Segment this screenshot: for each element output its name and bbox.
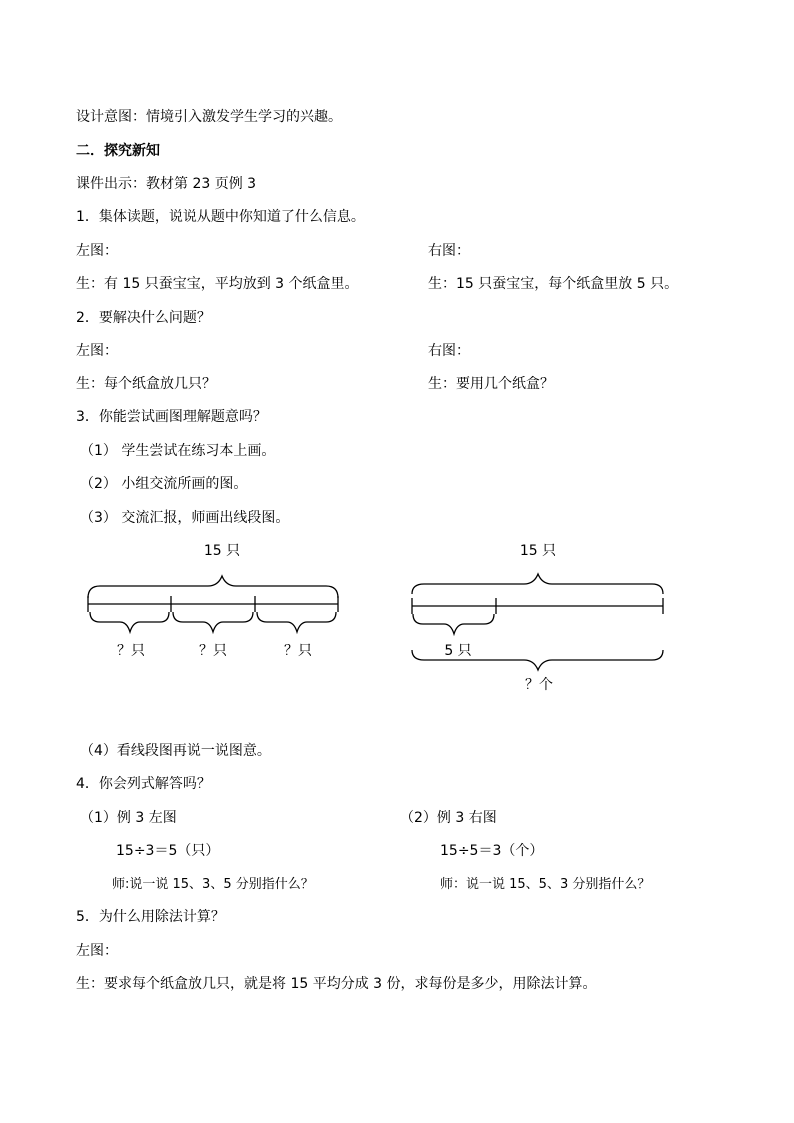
right-part-label: 5 只 bbox=[444, 643, 472, 659]
q4-right-title: （2）例 3 右图 bbox=[400, 810, 497, 826]
left-part-brace bbox=[173, 612, 253, 632]
question-3: 3．你能尝试画图理解题意吗？ bbox=[76, 409, 267, 425]
q4-right-equation: 15÷5＝3（个） bbox=[440, 843, 544, 859]
q3-step-1: （1） 学生尝试在练习本上画。 bbox=[80, 443, 276, 459]
q2-left-answer: 生：每个纸盒放几只？ bbox=[76, 376, 216, 392]
q2-left-label: 左图： bbox=[76, 343, 118, 359]
left-part-label: ？只 bbox=[117, 643, 145, 659]
q1-right-answer: 生：15 只蚕宝宝，每个纸盒里放 5 只。 bbox=[428, 276, 679, 292]
question-4: 4．你会列式解答吗？ bbox=[76, 776, 211, 792]
left-part-label: ？只 bbox=[199, 643, 227, 659]
section-title: 二．探究新知 bbox=[76, 143, 160, 159]
question-2: 2．要解决什么问题？ bbox=[76, 310, 211, 326]
left-part-brace bbox=[90, 612, 169, 632]
q1-left-label: 左图： bbox=[76, 243, 118, 259]
right-total-brace bbox=[412, 574, 663, 594]
question-5: 5．为什么用除法计算？ bbox=[76, 909, 225, 925]
right-count-label: ？个 bbox=[525, 677, 553, 693]
question-1: 1．集体读题，说说从题中你知道了什么信息。 bbox=[76, 209, 365, 225]
right-total-label: 15 只 bbox=[519, 543, 557, 559]
q1-left-answer: 生：有 15 只蚕宝宝，平均放到 3 个纸盒里。 bbox=[76, 276, 359, 292]
q5-left-label: 左图： bbox=[76, 943, 118, 959]
q1-right-label: 右图： bbox=[428, 243, 470, 259]
q3-step-2: （2） 小组交流所画的图。 bbox=[80, 476, 248, 492]
q2-right-answer: 生：要用几个纸盒？ bbox=[428, 376, 554, 392]
q3-step-3: （3） 交流汇报，师画出线段图。 bbox=[80, 510, 290, 526]
q4-left-equation: 15÷3＝5（只） bbox=[116, 843, 220, 859]
left-segment-diagram bbox=[88, 543, 338, 659]
left-part-label: ？只 bbox=[284, 643, 312, 659]
q4-right-teacher-prompt: 师：说一说 15、5、3 分别指什么？ bbox=[440, 877, 651, 892]
right-segment-diagram bbox=[412, 543, 663, 693]
q2-right-label: 右图： bbox=[428, 343, 470, 359]
right-part-brace bbox=[413, 614, 494, 634]
left-part-brace bbox=[257, 612, 336, 632]
q4-left-teacher-prompt: 师:说一说 15、3、5 分别指什么？ bbox=[112, 877, 314, 892]
q4-left-title: （1）例 3 左图 bbox=[80, 810, 177, 826]
courseware-text: 课件出示：教材第 23 页例 3 bbox=[76, 176, 257, 192]
left-total-label: 15 只 bbox=[203, 543, 241, 559]
q5-left-answer: 生：要求每个纸盒放几只，就是将 15 平均分成 3 份，求每份是多少，用除法计算。 bbox=[76, 976, 597, 992]
left-total-brace bbox=[88, 576, 338, 598]
design-intent-text: 设计意图：情境引入激发学生学习的兴趣。 bbox=[76, 109, 342, 125]
q3-step-4: （4）看线段图再说一说图意。 bbox=[80, 743, 271, 759]
